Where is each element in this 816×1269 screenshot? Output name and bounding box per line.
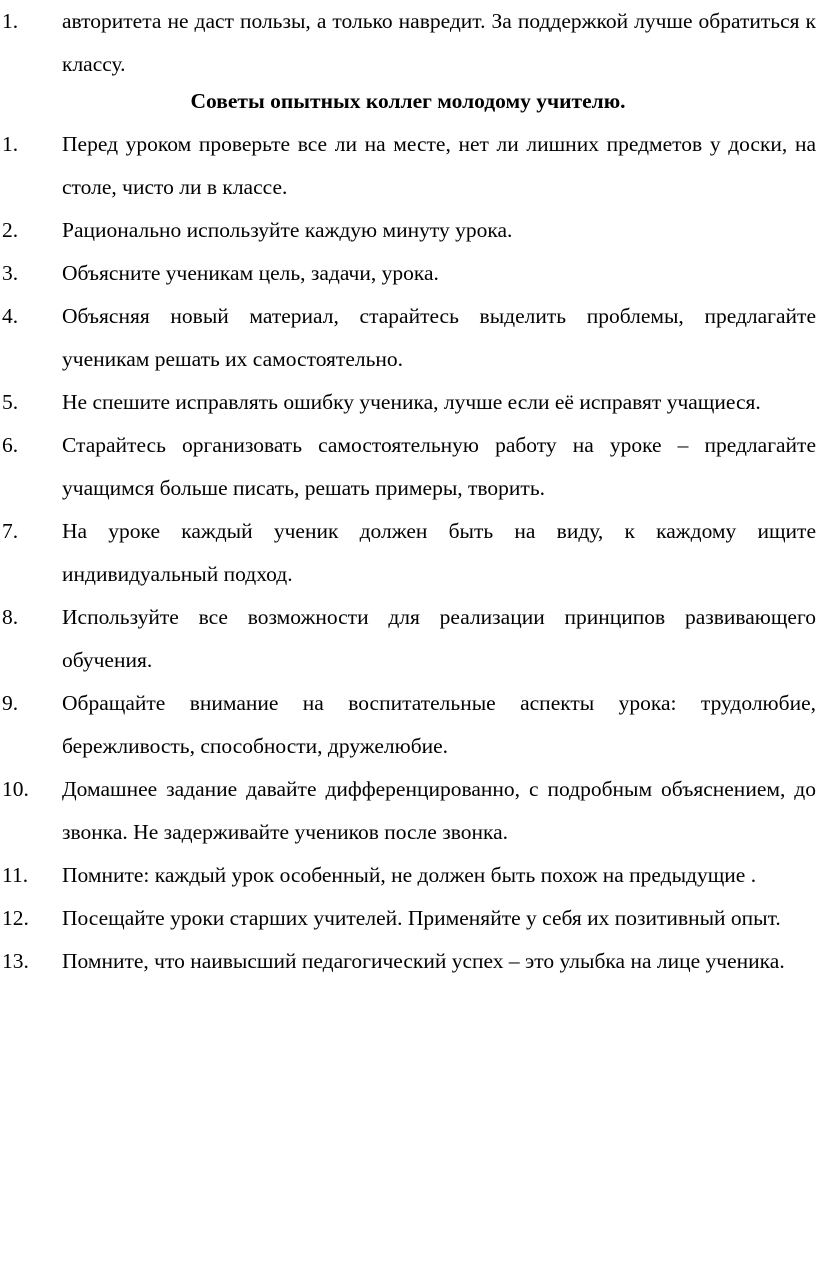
list-item-number: 1. <box>2 9 19 33</box>
section-heading: Советы опытных коллег молодому учителю. <box>190 89 626 113</box>
list-item-number: 6. <box>2 433 19 457</box>
list-item-text: На уроке каждый ученик должен быть на виду, к каждому ищите индивидуальный подход. <box>62 519 816 586</box>
list-item-number: 4. <box>2 304 19 328</box>
list-item-number: 1. <box>2 132 19 156</box>
list-item-number: 3. <box>2 261 19 285</box>
advice-list <box>0 123 816 983</box>
list-item-number: 11. <box>2 863 29 887</box>
list-item <box>0 424 816 510</box>
list-item-number: 9. <box>2 691 19 715</box>
list-item-text: Перед уроком проверьте все ли на месте, нет ли лишних предметов у доски, на столе, чисто ли в классе. <box>62 132 816 199</box>
list-item-text: Домашнее задание давайте дифференцированно, с подробным объяснением, до звонка. Не задерживайте учеников после звонка. <box>62 777 816 844</box>
list-item-text: Объясняя новый материал, старайтесь выделить проблемы, предлагайте ученикам решать их самостоятельно. <box>62 304 816 371</box>
list-item <box>0 381 816 424</box>
continued-list <box>0 0 816 86</box>
list-item <box>0 295 816 381</box>
list-item-text: Объясните ученикам цель, задачи, урока. <box>62 261 439 285</box>
list-item <box>0 897 816 940</box>
list-item <box>0 123 816 209</box>
list-item <box>0 596 816 682</box>
list-item-number: 7. <box>2 519 19 543</box>
list-item-text: Старайтесь организовать самостоятельную работу на уроке – предлагайте учащимся больше писать, решать примеры, творить. <box>62 433 816 500</box>
list-item <box>0 0 816 86</box>
list-item-text: Посещайте уроки старших учителей. Применяйте у себя их позитивный опыт. <box>62 906 781 930</box>
list-item <box>0 940 816 983</box>
list-item-number: 5. <box>2 390 19 414</box>
list-item-number: 10. <box>2 777 29 801</box>
list-item-text: Рационально используйте каждую минуту урока. <box>62 218 513 242</box>
list-item <box>0 252 816 295</box>
list-item-text: Помните, что наивысший педагогический успех – это улыбка на лице ученика. <box>62 949 785 973</box>
list-item <box>0 209 816 252</box>
list-item-text: Используйте все возможности для реализации принципов развивающего обучения. <box>62 605 816 672</box>
list-item <box>0 854 816 897</box>
list-item-number: 12. <box>2 906 29 930</box>
list-item-number: 8. <box>2 605 19 629</box>
list-item-number: 2. <box>2 218 19 242</box>
list-item <box>0 768 816 854</box>
list-item-text: Не спешите исправлять ошибку ученика, лучше если её исправят учащиеся. <box>62 390 761 414</box>
list-item <box>0 682 816 768</box>
list-item-text: Помните: каждый урок особенный, не должен быть похож на предыдущие . <box>62 863 757 887</box>
list-item <box>0 510 816 596</box>
list-item-text: Обращайте внимание на воспитательные аспекты урока: трудолюбие, бережливость, способности, дружелюбие. <box>62 691 816 758</box>
list-item-number: 13. <box>2 949 29 973</box>
list-item-text: авторитета не даст пользы, а только навредит. За поддержкой лучше обратиться к классу. <box>62 9 816 76</box>
